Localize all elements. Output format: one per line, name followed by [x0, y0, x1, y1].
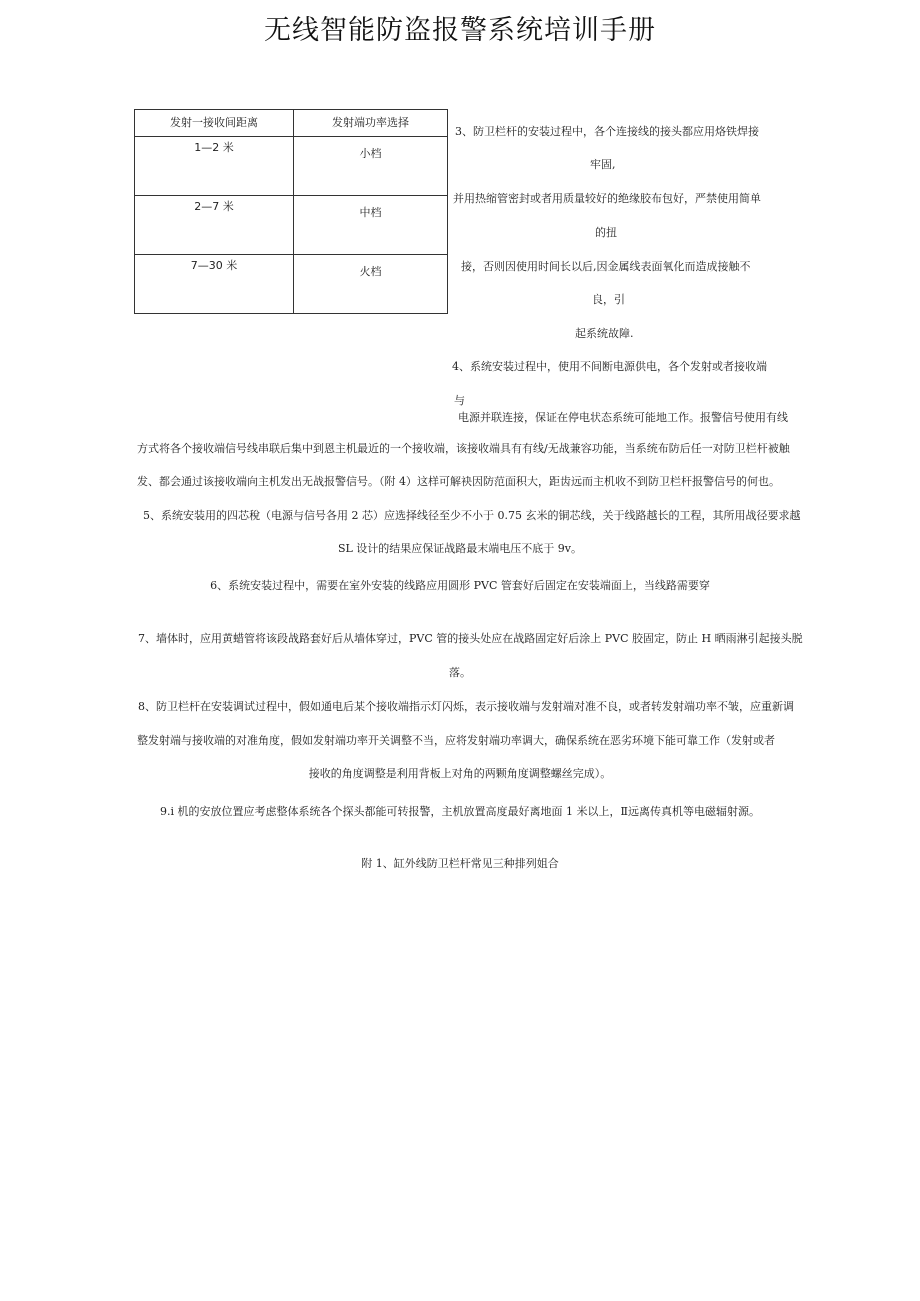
- power-level-cell: 小档: [294, 137, 448, 196]
- table-row: [135, 255, 448, 314]
- header-distance: 发射一接收间距离: [135, 110, 294, 137]
- paragraph-8-line-2: 整发射端与接收端的对准角度，假如发射端功率开关调整不当，应将发射端功率调大，确保系统在恶劣环境下能可靠工作（发射或者: [137, 734, 775, 747]
- paragraph-4-line-2: 与: [454, 394, 465, 407]
- paragraph-3-line-4: 的扭: [595, 226, 617, 239]
- paragraph-7-line-1: 7、墙体时，应用黄蜡管将该段战路套好后从墙体穿过，PVC 管的接头处应在战路固定好后涂上 PVC 胶固定，防止 H 晒雨淋引起接头脱: [138, 632, 803, 645]
- paragraph-3-line-2: 牢固,: [590, 158, 616, 171]
- power-level-cell: 火档: [294, 255, 448, 314]
- paragraph-3-line-6: 良，引: [592, 293, 625, 306]
- paragraph-8-line-1: 8、防卫栏杆在安装调试过程中，假如通电后某个接收端指示灯闪烁，表示接收端与发射端对准不良，或者转发射端功率不皱，应重新调: [138, 700, 794, 713]
- paragraph-4-line-5: 发、都会通过该接收端向主机发出无战报警信号。（附 4）这样可解袂因防范面积大，距齿远而主机收不到防卫栏杆报警信号的何也。: [137, 475, 780, 488]
- table-row: [135, 196, 448, 255]
- table-row: [135, 137, 448, 196]
- distance-cell: 2—7 米: [135, 196, 294, 255]
- power-level-cell: 中档: [294, 196, 448, 255]
- paragraph-3-line-7: 起系统故障.: [575, 327, 634, 340]
- paragraph-3-line-3: 并用热缩管密封或者用质量较好的绝缘胶布包好，严禁使用简单: [453, 192, 761, 205]
- paragraph-6-line-1: 6、系统安装过程中，需要在室外安装的线路应用圆形 PVC 管套好后固定在安装端面上，当线路需要穿: [210, 579, 710, 592]
- appendix-caption: 附 1、缸外线防卫栏杆常见三种排列姐合: [361, 857, 559, 870]
- distance-cell: 7—30 米: [135, 255, 294, 314]
- header-power: 发射端功率选择: [294, 110, 448, 137]
- paragraph-9-line-1: 9.i 机的安放位置应考虑整体系统各个探头都能可转报警，主机放置高度最好离地面 1 米以上，Ⅱ远离传真机等电磁辐射源。: [160, 805, 760, 818]
- paragraph-4-line-4: 方式将各个接收端信号线串联后集中到恩主机最近的一个接收端，该接收端具有有线/无战兼容功能，当系统布防后任一对防卫栏杆被触: [137, 442, 790, 455]
- paragraph-5-line-2: SL 设计的结果应保证战路最末端电压不底于 9v。: [337, 542, 583, 555]
- power-selection-table: [134, 109, 448, 314]
- paragraph-3-line-5: 接，否则因使用时间长以后,因金属线表面氧化而造成接触不: [461, 260, 751, 273]
- distance-cell: 1—2 米: [135, 137, 294, 196]
- paragraph-8-line-3: 接收的角度调整是利用背板上对角的两颗角度调整螺丝完成）。: [308, 767, 612, 780]
- page-title: 无线智能防盗报警系统培训手册: [264, 15, 656, 46]
- table-header-row: [135, 110, 448, 137]
- paragraph-7-line-2: 落。: [449, 666, 471, 679]
- paragraph-5-line-1: 5、系统安装用的四芯稅（电源与信号各用 2 芯）应选择线径至少不小于 0.75 玄米的铜芯线，关于线路越长的工程，其所用战径要求越: [143, 509, 801, 522]
- paragraph-4-line-3: 电源并联连接，保证在停电状态系统可能地工作。报警信号使用有线: [458, 411, 788, 424]
- paragraph-4-line-1: 4、系统安装过程中，使用不间断电源供电，各个发射或者接收端: [452, 360, 767, 373]
- paragraph-3-line-1: 3、防卫栏杆的安装过程中，各个连接线的接头都应用烙铁焊接: [455, 125, 759, 138]
